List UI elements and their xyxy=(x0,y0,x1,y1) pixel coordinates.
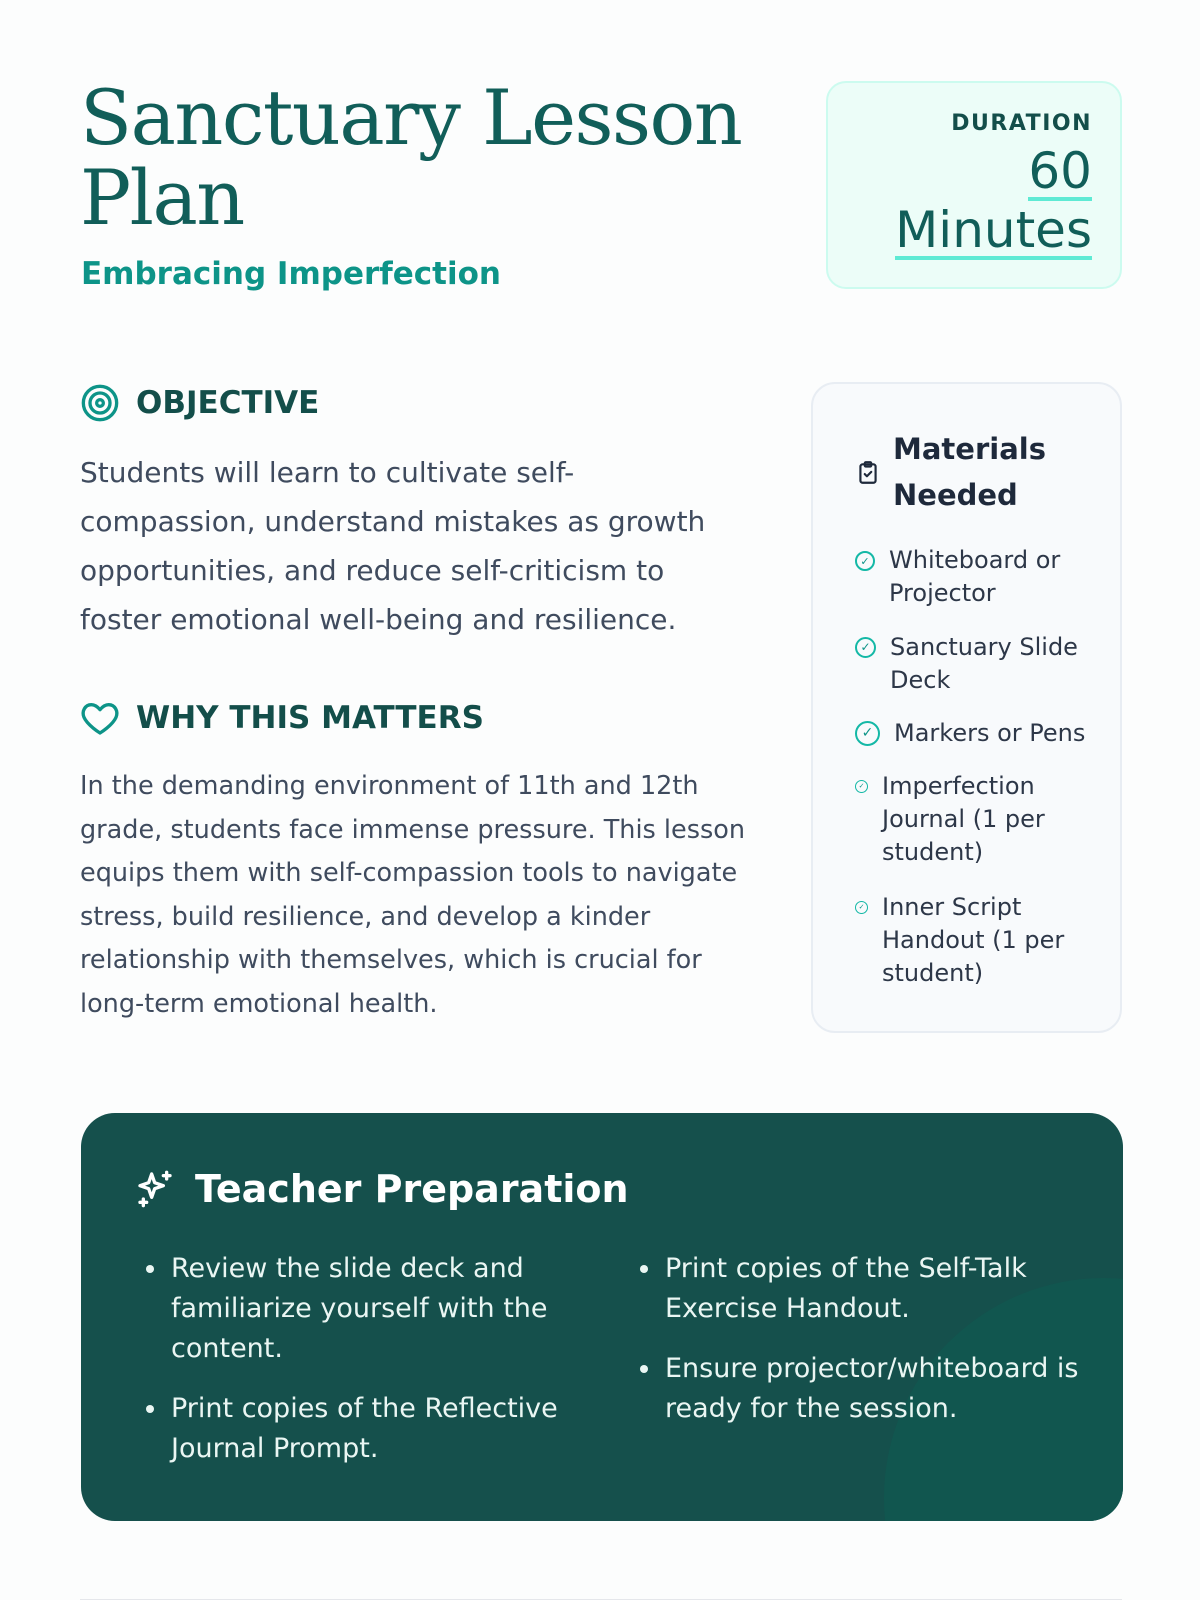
material-label: Whiteboard or Projector xyxy=(889,546,1061,607)
objective-heading-label: OBJECTIVE xyxy=(136,385,320,421)
material-label: Inner Script Handout (1 per student) xyxy=(882,893,1065,987)
material-label: Imperfection Journal (1 per student) xyxy=(882,772,1045,866)
prep-item: • Ensure projector/whiteboard is ready for the session. xyxy=(663,1349,1093,1429)
sparkles-icon xyxy=(135,1169,175,1209)
why-text: In the demanding environment of 11th and 12th grade, students face immense pressure. This lesson equips them with self-compassion tools to navigate stress, build resilience, and develop a kinder relationship with themselves, which is crucial for long-term emotional health. xyxy=(80,771,746,1019)
duration-number: 60 xyxy=(1028,142,1092,200)
duration-label: DURATION xyxy=(951,111,1092,136)
page-subtitle: Embracing Imperfection xyxy=(81,256,501,292)
material-item xyxy=(855,631,1085,697)
objective-text: Students will learn to cultivate self-compassion, understand mistakes as growth opportunities, and reduce self-criticism to foster emotional well-being and resilience. xyxy=(80,456,706,636)
check-circle-icon: ✓ xyxy=(855,637,876,658)
check-circle-icon: ✓ xyxy=(855,551,875,571)
materials-title: Materials Needed xyxy=(893,432,1046,512)
prep-list-left xyxy=(137,1249,569,1489)
material-item xyxy=(855,770,1065,869)
teacher-preparation-card xyxy=(81,1113,1123,1521)
why-heading-label: WHY THIS MATTERS xyxy=(136,700,484,736)
prep-heading xyxy=(135,1167,629,1211)
material-item xyxy=(855,891,1065,990)
prep-item: • Print copies of the Reflective Journal Prompt. xyxy=(169,1389,569,1469)
prep-item: • Review the slide deck and familiarize yourself with the content. xyxy=(169,1249,569,1369)
prep-item: • Print copies of the Self-Talk Exercise Handout. xyxy=(663,1249,1093,1329)
material-label: Sanctuary Slide Deck xyxy=(890,633,1078,694)
material-item xyxy=(855,717,1105,750)
material-label: Markers or Pens xyxy=(894,719,1086,747)
page-title: Sanctuary Lesson Plan xyxy=(80,73,742,242)
clipboard-check-icon xyxy=(855,460,881,486)
duration-box xyxy=(826,81,1122,289)
material-item xyxy=(855,544,1075,610)
check-circle-icon: ✓ xyxy=(855,780,868,793)
why-heading xyxy=(80,698,484,738)
prep-title: Teacher Preparation xyxy=(195,1167,629,1211)
duration-value xyxy=(828,142,1092,260)
check-circle-icon: ✓ xyxy=(855,901,868,914)
objective-heading xyxy=(80,383,319,423)
materials-card xyxy=(811,382,1122,1033)
prep-list-right xyxy=(631,1249,1093,1449)
duration-unit: Minutes xyxy=(895,201,1092,259)
target-icon xyxy=(80,383,120,423)
heart-icon xyxy=(80,698,120,738)
check-circle-icon: ✓ xyxy=(855,721,880,746)
